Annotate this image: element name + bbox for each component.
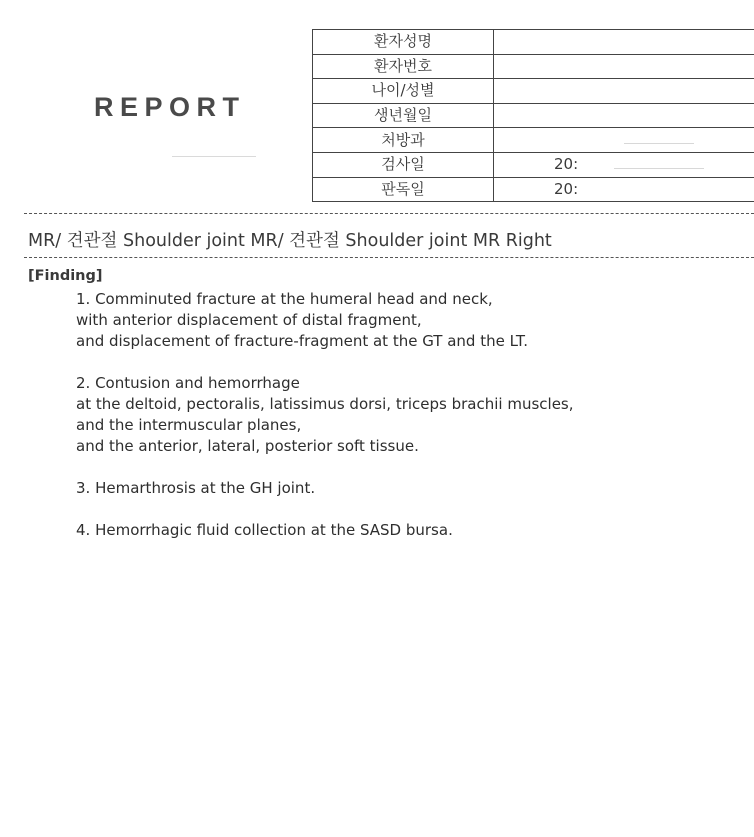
info-row bbox=[313, 30, 754, 55]
finding-item bbox=[76, 289, 574, 352]
redaction-mark bbox=[614, 168, 704, 169]
finding-line: with anterior displacement of distal fragment, bbox=[76, 311, 422, 329]
info-value bbox=[494, 128, 754, 153]
divider-bottom bbox=[24, 257, 754, 258]
info-label: 환자번호 bbox=[313, 54, 494, 79]
info-row bbox=[313, 152, 754, 177]
info-label: 생년월일 bbox=[313, 103, 494, 128]
info-label: 나이/성별 bbox=[313, 79, 494, 104]
finding-line: 3. Hemarthrosis at the GH joint. bbox=[76, 479, 316, 497]
scan-smudge bbox=[172, 156, 256, 157]
divider-top bbox=[24, 213, 754, 214]
finding-item bbox=[76, 478, 574, 499]
info-value bbox=[494, 103, 754, 128]
exam-name: MR/ 견관절 Shoulder joint MR/ 견관절 Shoulder joint MR Right bbox=[28, 231, 552, 251]
findings-list bbox=[76, 289, 574, 562]
info-value bbox=[494, 30, 754, 55]
finding-section-label: [Finding] bbox=[28, 268, 103, 284]
finding-line: and the intermuscular planes, bbox=[76, 416, 302, 434]
info-value bbox=[494, 54, 754, 79]
finding-line: and displacement of fracture-fragment at the GT and the LT. bbox=[76, 332, 529, 350]
report-title: REPORT bbox=[94, 92, 246, 122]
finding-line: at the deltoid, pectoralis, latissimus dorsi, triceps brachii muscles, bbox=[76, 395, 574, 413]
info-value: 20: bbox=[494, 177, 754, 202]
info-row bbox=[313, 54, 754, 79]
info-label: 처방과 bbox=[313, 128, 494, 153]
finding-item bbox=[76, 373, 574, 457]
info-label: 검사일 bbox=[313, 152, 494, 177]
info-label: 환자성명 bbox=[313, 30, 494, 55]
finding-line: 2. Contusion and hemorrhage bbox=[76, 374, 300, 392]
info-row bbox=[313, 128, 754, 153]
redaction-mark bbox=[624, 143, 694, 144]
info-row bbox=[313, 79, 754, 104]
info-row bbox=[313, 177, 754, 202]
finding-line: 4. Hemorrhagic fluid collection at the SASD bursa. bbox=[76, 521, 453, 539]
info-value: 20: bbox=[494, 152, 754, 177]
finding-line: and the anterior, lateral, posterior soft tissue. bbox=[76, 437, 419, 455]
patient-info-table bbox=[312, 29, 754, 202]
finding-line: 1. Comminuted fracture at the humeral head and neck, bbox=[76, 290, 493, 308]
info-value bbox=[494, 79, 754, 104]
info-row bbox=[313, 103, 754, 128]
finding-item bbox=[76, 520, 574, 541]
info-label: 판독일 bbox=[313, 177, 494, 202]
